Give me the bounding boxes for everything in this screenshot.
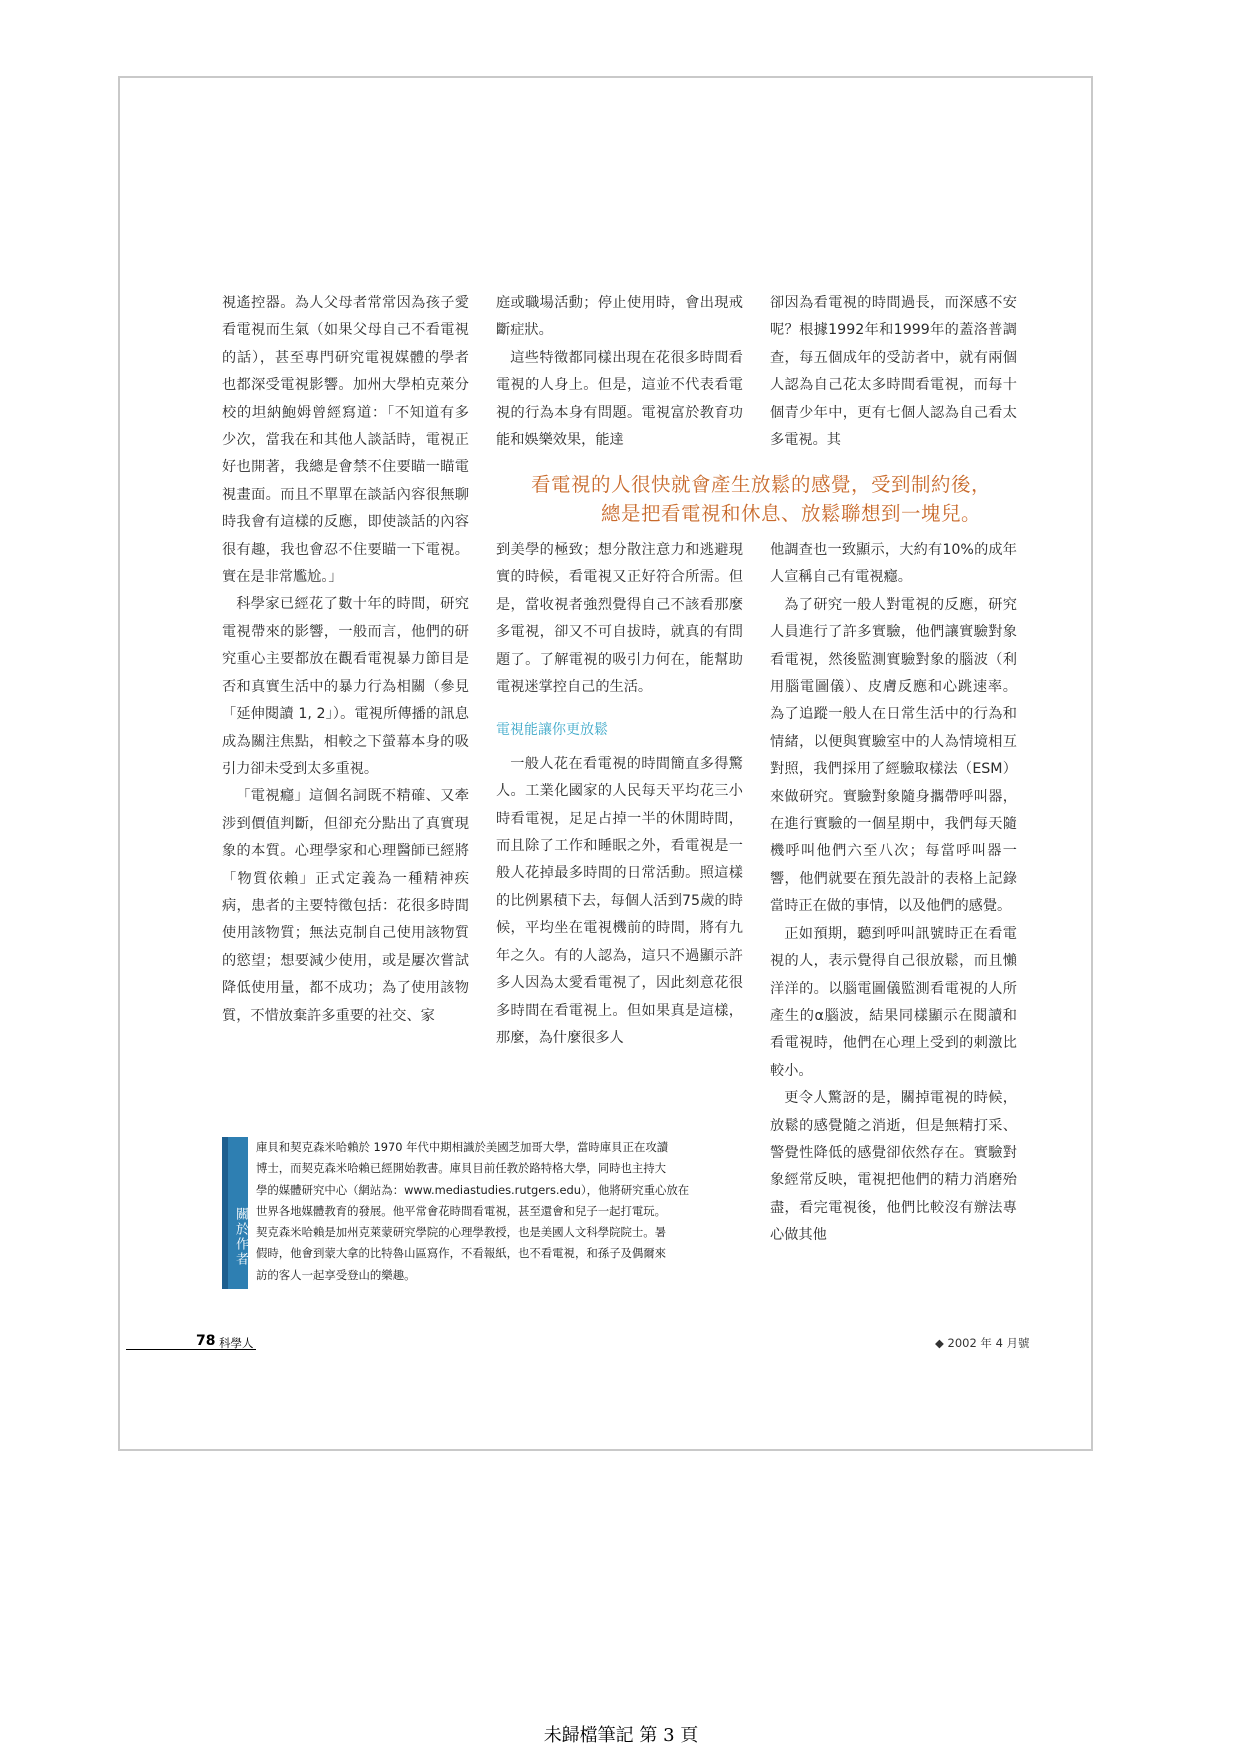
bio-line: 契克森米哈賴是加州克萊蒙研究學院的心理學教授，也是美國人文科學院院士。暑 — [256, 1225, 667, 1240]
section-heading: 電視能讓你更放鬆 — [496, 722, 608, 739]
bio-line: 庫貝和契克森米哈賴於 1970 年代中期相識於美國芝加哥大學，當時庫貝正在攻讀 — [256, 1140, 669, 1154]
author-bio-text — [256, 1137, 750, 1286]
pull-quote-line: 總是把看電視和休息、放鬆聯想到一塊兒。 — [600, 502, 981, 525]
bio-line: 世界各地媒體教育的發展。他平常會花時間看電視，甚至還會和兒子一起打電玩。 — [256, 1203, 667, 1218]
paragraph: 到美學的極致；想分散注意力和逃避現實的時候，看電視又正好符合所需。但是，當收視者強烈覺得自己不該看那麼多電視，卻又不可自拔時，就真的有問題了。了解電視的吸引力何在，能幫助電視迷掌控自己的生活。 — [496, 542, 743, 696]
paragraph: 更令人驚訝的是，關掉電視的時候，放鬆的感覺隨之消逝，但是無精打采、警覺性降低的感覺卻依然存在。實驗對象經常反映，電視把他們的精力消磨殆盡，看完電視後，他們比較沒有辦法專心做其他 — [770, 1090, 1017, 1244]
column-2-top — [496, 290, 743, 454]
publication-name: 科學人 — [219, 1336, 254, 1350]
paragraph: 一般人花在看電視的時間簡直多得驚人。工業化國家的人民每天平均花三小時看電視，足足占掉一半的休閒時間，而且除了工作和睡眠之外，看電視是一般人花掉最多時間的日常活動。照這樣的比例累積下去，每個人活到75歲的時候，平均坐在電視機前的時間，將有九年之久。有的人認為，這只不過顯示許多人因為太愛看電視了，因此刻意花很多時間在看電視上。但如果真是這樣，那麼，為什麼很多人 — [496, 755, 743, 1046]
page-number: 78 — [196, 1333, 216, 1349]
bio-line: 博士，而契克森米哈賴已經開始教書。庫貝目前任教於路特格大學，同時也主持大 — [256, 1161, 667, 1176]
author-bio-box — [222, 1137, 744, 1289]
column-2-bottom — [496, 537, 743, 1052]
issue-date: ◆ 2002 年 4 月號 — [935, 1336, 1030, 1350]
bio-line: 學的媒體研究中心（網站為：www.mediastudies.rutgers.edu），他將研究重心放在 — [256, 1182, 690, 1197]
paragraph: 正如預期，聽到呼叫訊號時正在看電視的人，表示覺得自己很放鬆，而且懶洋洋的。以腦電圖儀監測看電視的人所產生的α腦波，結果同樣顯示在閱讀和看電視時，他們在心理上受到的刺激比較小。 — [770, 925, 1017, 1079]
bio-line: 假時，他會到蒙大拿的比特魯山區寫作，不看報紙，也不看電視，和孫子及偶爾來 — [256, 1246, 667, 1261]
column-1 — [222, 290, 469, 1030]
paragraph: 他調查也一致顯示，大約有10%的成年人宣稱自己有電視癮。 — [770, 542, 1017, 586]
document-caption: 未歸檔筆記 第 3 頁 — [543, 1725, 699, 1746]
pull-quote — [496, 470, 1026, 528]
paragraph: 這些特徵都同樣出現在花很多時間看電視的人身上。但是，這並不代表看電視的行為本身有問題。電視富於教育功能和娛樂效果，能達 — [496, 349, 743, 449]
author-bio-tag: 關於作者 — [228, 1137, 248, 1289]
paragraph: 視遙控器。為人父母者常常因為孩子愛看電視而生氣（如果父母自己不看電視的話），甚至專門研究電視媒體的學者也都深受電視影響。加州大學柏克萊分校的坦納鮑姆曾經寫道：「不知道有多少次，當我在和其他人談話時，電視正好也開著，我總是會禁不住要瞄一瞄電視畫面。而且不單單在談話內容很無聊時我會有這樣的反應，即使談話的內容很有趣，我也會忍不住要瞄一下電視。實在是非常尷尬。」 — [222, 295, 469, 586]
paragraph: 「電視癮」這個名詞既不精確、又牽涉到價值判斷，但卻充分點出了真實現象的本質。心理學家和心理醫師已經將「物質依賴」正式定義為一種精神疾病，患者的主要特徵包括：花很多時間使用該物質；無法克制自己使用該物質的慾望；想要減少使用，或是屢次嘗試降低使用量，都不成功；為了使用該物質，不惜放棄許多重要的社交、家 — [222, 788, 469, 1024]
paragraph: 庭或職場活動；停止使用時，會出現戒斷症狀。 — [496, 295, 743, 339]
paragraph: 卻因為看電視的時間過長，而深感不安呢？根據1992年和1999年的蓋洛普調查，每五個成年的受訪者中，就有兩個人認為自己花太多時間看電視，而每十個青少年中，更有七個人認為自己看太多電視。其 — [770, 295, 1017, 449]
paragraph: 科學家已經花了數十年的時間，研究電視帶來的影響，一般而言，他們的研究重心主要都放在觀看電視暴力節目是否和真實生活中的暴力行為相關（參見「延伸閱讀 1, 2」）。電視所傳播的訊息成為關注焦點，相較之下螢幕本身的吸引力卻未受到太多重視。 — [222, 596, 469, 777]
column-3-bottom — [770, 537, 1017, 1250]
pull-quote-line: 看電視的人很快就會產生放鬆的感覺，受到制約後， — [530, 473, 991, 496]
column-3-top — [770, 290, 1017, 454]
paragraph: 為了研究一般人對電視的反應，研究人員進行了許多實驗，他們讓實驗對象看電視，然後監測實驗對象的腦波（利用腦電圖儀）、皮膚反應和心跳速率。為了追蹤一般人在日常生活中的行為和情緒，以便與實驗室中的人為情境相互對照，我們採用了經驗取樣法（ESM）來做研究。實驗對象隨身攜帶呼叫器，在進行實驗的一個星期中，我們每天隨機呼叫他們六至八次；每當呼叫器一響，他們就要在預先設計的表格上記錄當時正在做的事情，以及他們的感覺。 — [770, 596, 1017, 915]
bio-line: 訪的客人一起享受登山的樂趣。 — [256, 1267, 416, 1282]
